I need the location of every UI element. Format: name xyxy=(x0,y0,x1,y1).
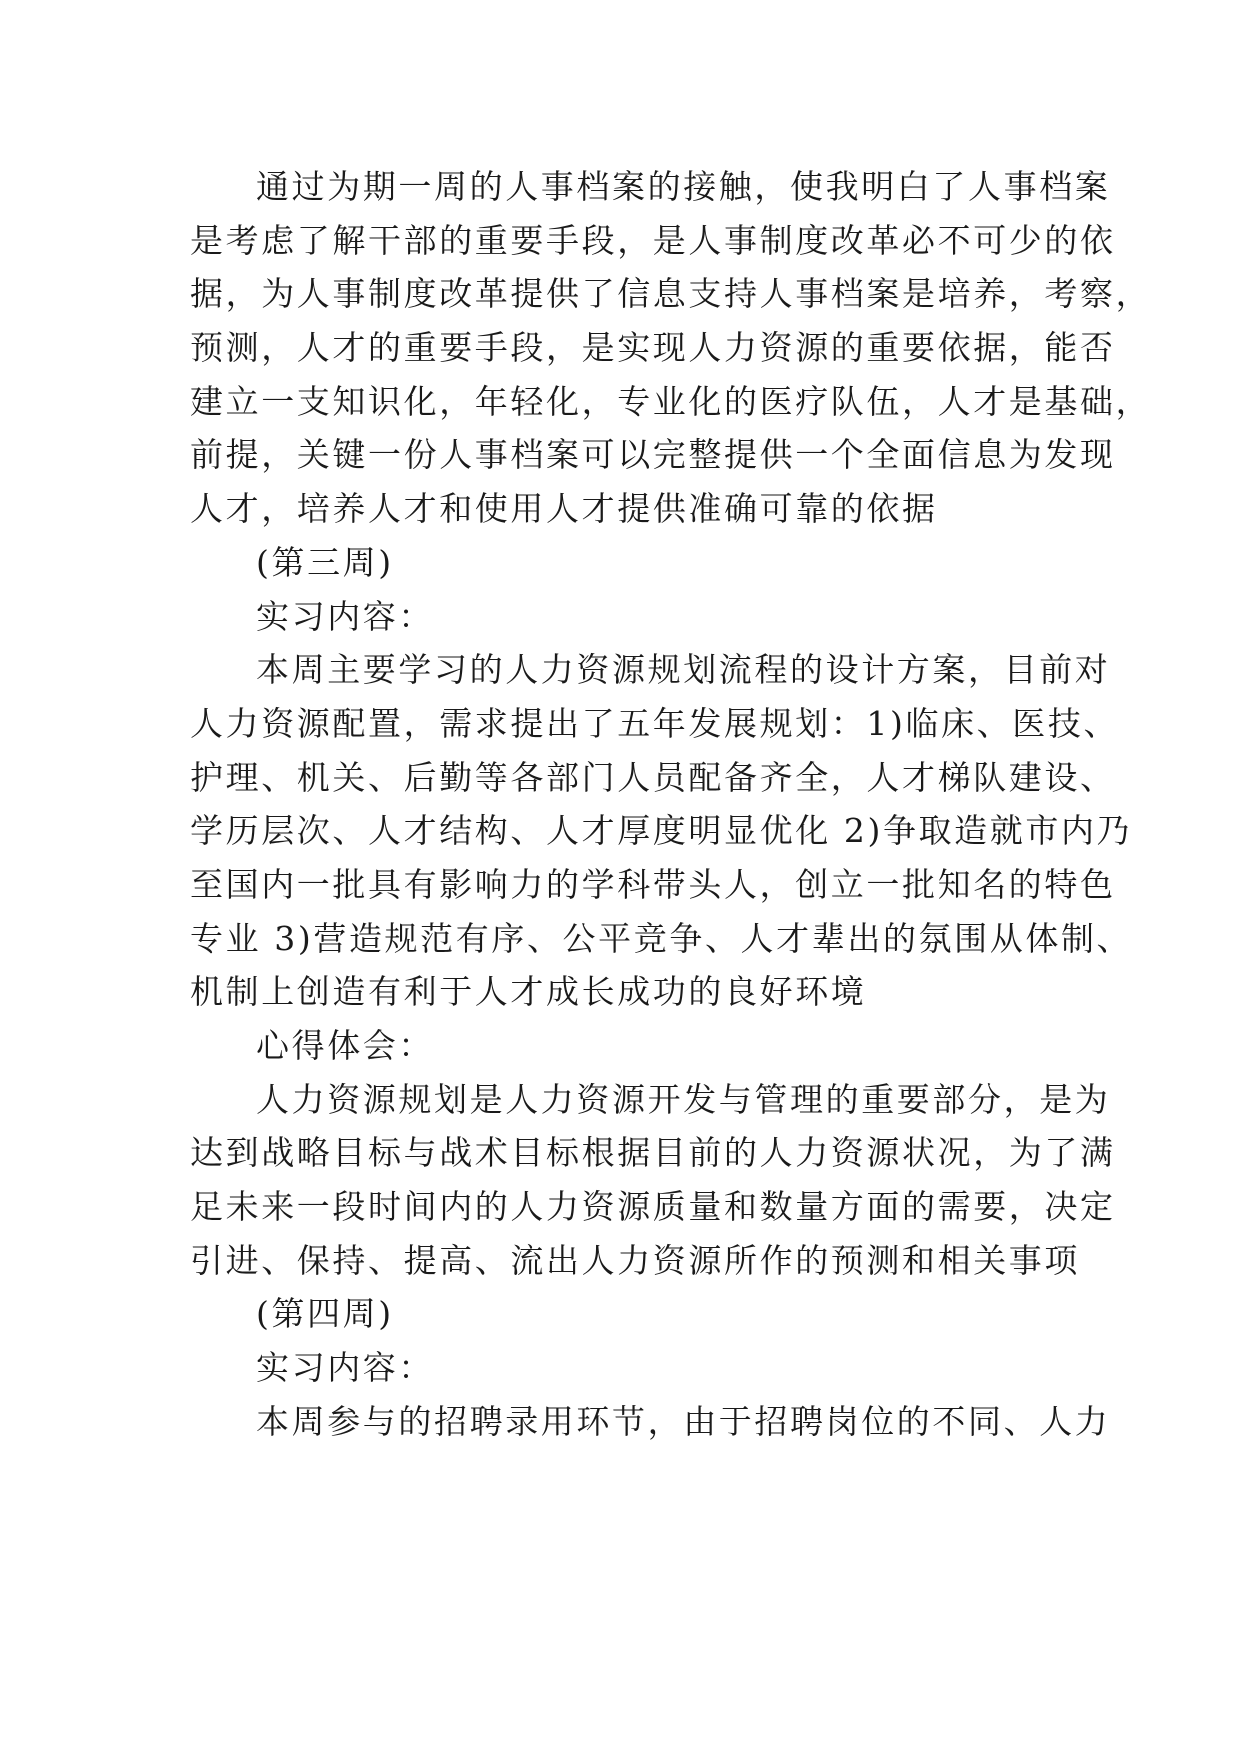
week-heading: (第四周) xyxy=(256,1294,394,1334)
body-line: 机制上创造有利于人才成长成功的良好环境 xyxy=(190,972,867,1012)
body-line: 预测，人才的重要手段，是实现人力资源的重要依据，能否 xyxy=(190,328,1116,368)
section-label: 实习内容： xyxy=(256,596,434,636)
body-line: 足未来一段时间内的人力资源质量和数量方面的需要，决定 xyxy=(190,1187,1116,1227)
body-line: 本周参与的招聘录用环节，由于招聘岗位的不同、人力 xyxy=(256,1401,1111,1441)
week-heading: (第三周) xyxy=(256,542,394,582)
body-line: 前提，关键一份人事档案可以完整提供一个全面信息为发现 xyxy=(190,435,1116,475)
document-body xyxy=(190,160,1152,1449)
body-line: 达到战略目标与战术目标根据目前的人力资源状况，为了满 xyxy=(190,1133,1116,1173)
body-line: 护理、机关、后勤等各部门人员配备齐全，人才梯队建设、 xyxy=(190,757,1116,797)
body-line: 本周主要学习的人力资源规划流程的设计方案，目前对 xyxy=(256,650,1111,690)
section-label: 心得体会： xyxy=(256,1026,434,1065)
body-line: 通过为期一周的人事档案的接触，使我明白了人事档案 xyxy=(256,167,1111,206)
body-line: 是考虑了解干部的重要手段，是人事制度改革必不可少的依 xyxy=(190,220,1116,260)
body-line: 人力资源配置，需求提出了五年发展规划：1)临床、医技、 xyxy=(190,703,1120,743)
body-line: 据，为人事制度改革提供了信息支持人事档案是培养，考察， xyxy=(190,274,1152,314)
body-line: 学历层次、人才结构、人才厚度明显优化 2)争取造就市内乃 xyxy=(190,811,1133,851)
body-line: 至国内一批具有影响力的学科带头人，创立一批知名的特色 xyxy=(190,864,1116,904)
body-line: 引进、保持、提高、流出人力资源所作的预测和相关事项 xyxy=(190,1240,1080,1280)
body-line: 人才，培养人才和使用人才提供准确可靠的依据 xyxy=(190,489,938,529)
body-line: 专业 3)营造规范有序、公平竞争、人才辈出的氛围从体制、 xyxy=(190,918,1133,958)
section-label: 实习内容： xyxy=(256,1348,434,1388)
body-line: 人力资源规划是人力资源开发与管理的重要部分，是为 xyxy=(256,1079,1111,1119)
body-line: 建立一支知识化，年轻化，专业化的医疗队伍，人才是基础， xyxy=(190,381,1152,421)
